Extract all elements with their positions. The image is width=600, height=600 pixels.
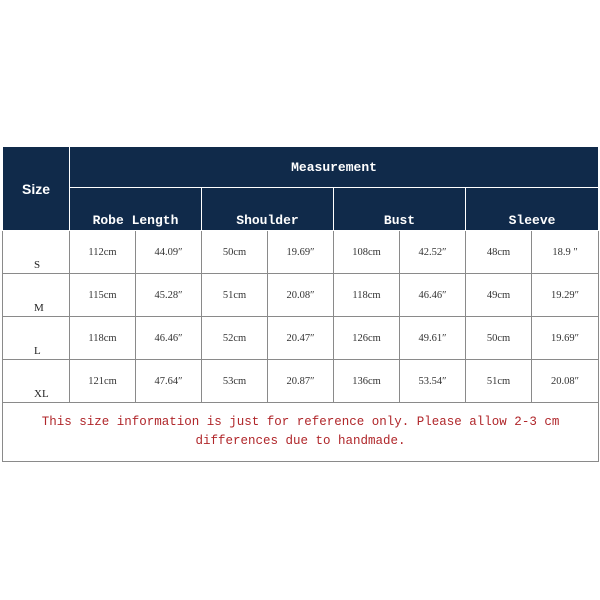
shoulder-inch-cell: 20.08″ xyxy=(268,274,334,317)
sleeve-inch-cell: 18.9 ″ xyxy=(532,231,599,274)
bust-inch-cell: 49.61″ xyxy=(400,317,466,360)
bust-cm-cell: 118cm xyxy=(334,274,400,317)
bust-cm-cell: 136cm xyxy=(334,360,400,403)
sleeve-cm-cell: 48cm xyxy=(466,231,532,274)
table-row-xl xyxy=(3,360,599,403)
size-label: S xyxy=(3,231,70,274)
robe-length-inch-cell: 46.46″ xyxy=(136,317,202,360)
size-disclaimer-note: This size information is just for reference only. Please allow 2-3 cm differences due to handmade. xyxy=(3,403,599,462)
robe-length-inch-cell: 47.64″ xyxy=(136,360,202,403)
size-label: M xyxy=(3,274,70,317)
sleeve-cm-cell: 51cm xyxy=(466,360,532,403)
bust-cm-cell: 108cm xyxy=(334,231,400,274)
sleeve-header: Sleeve xyxy=(466,188,599,231)
shoulder-inch-cell: 19.69″ xyxy=(268,231,334,274)
shoulder-header: Shoulder xyxy=(202,188,334,231)
robe-length-inch-cell: 45.28″ xyxy=(136,274,202,317)
size-chart-table xyxy=(2,146,599,462)
shoulder-cm-cell: 52cm xyxy=(202,317,268,360)
bust-inch-cell: 42.52″ xyxy=(400,231,466,274)
size-label: XL xyxy=(3,360,70,403)
measurement-header: Measurement xyxy=(70,147,599,188)
shoulder-cm-cell: 50cm xyxy=(202,231,268,274)
robe-length-header: Robe Length xyxy=(70,188,202,231)
robe-length-cm-cell: 115cm xyxy=(70,274,136,317)
table-row-m xyxy=(3,274,599,317)
bust-inch-cell: 46.46″ xyxy=(400,274,466,317)
sleeve-cm-cell: 49cm xyxy=(466,274,532,317)
robe-length-cm-cell: 118cm xyxy=(70,317,136,360)
sleeve-cm-cell: 50cm xyxy=(466,317,532,360)
size-header: Size xyxy=(3,147,70,231)
bust-cm-cell: 126cm xyxy=(334,317,400,360)
robe-length-cm-cell: 121cm xyxy=(70,360,136,403)
bust-inch-cell: 53.54″ xyxy=(400,360,466,403)
shoulder-cm-cell: 53cm xyxy=(202,360,268,403)
table-row-s xyxy=(3,231,599,274)
table-row-l xyxy=(3,317,599,360)
sleeve-inch-cell: 19.69″ xyxy=(532,317,599,360)
bust-header: Bust xyxy=(334,188,466,231)
robe-length-inch-cell: 44.09″ xyxy=(136,231,202,274)
sleeve-inch-cell: 19.29″ xyxy=(532,274,599,317)
shoulder-inch-cell: 20.87″ xyxy=(268,360,334,403)
note-row xyxy=(3,403,599,462)
sleeve-inch-cell: 20.08″ xyxy=(532,360,599,403)
size-label: L xyxy=(3,317,70,360)
robe-length-cm-cell: 112cm xyxy=(70,231,136,274)
shoulder-cm-cell: 51cm xyxy=(202,274,268,317)
shoulder-inch-cell: 20.47″ xyxy=(268,317,334,360)
